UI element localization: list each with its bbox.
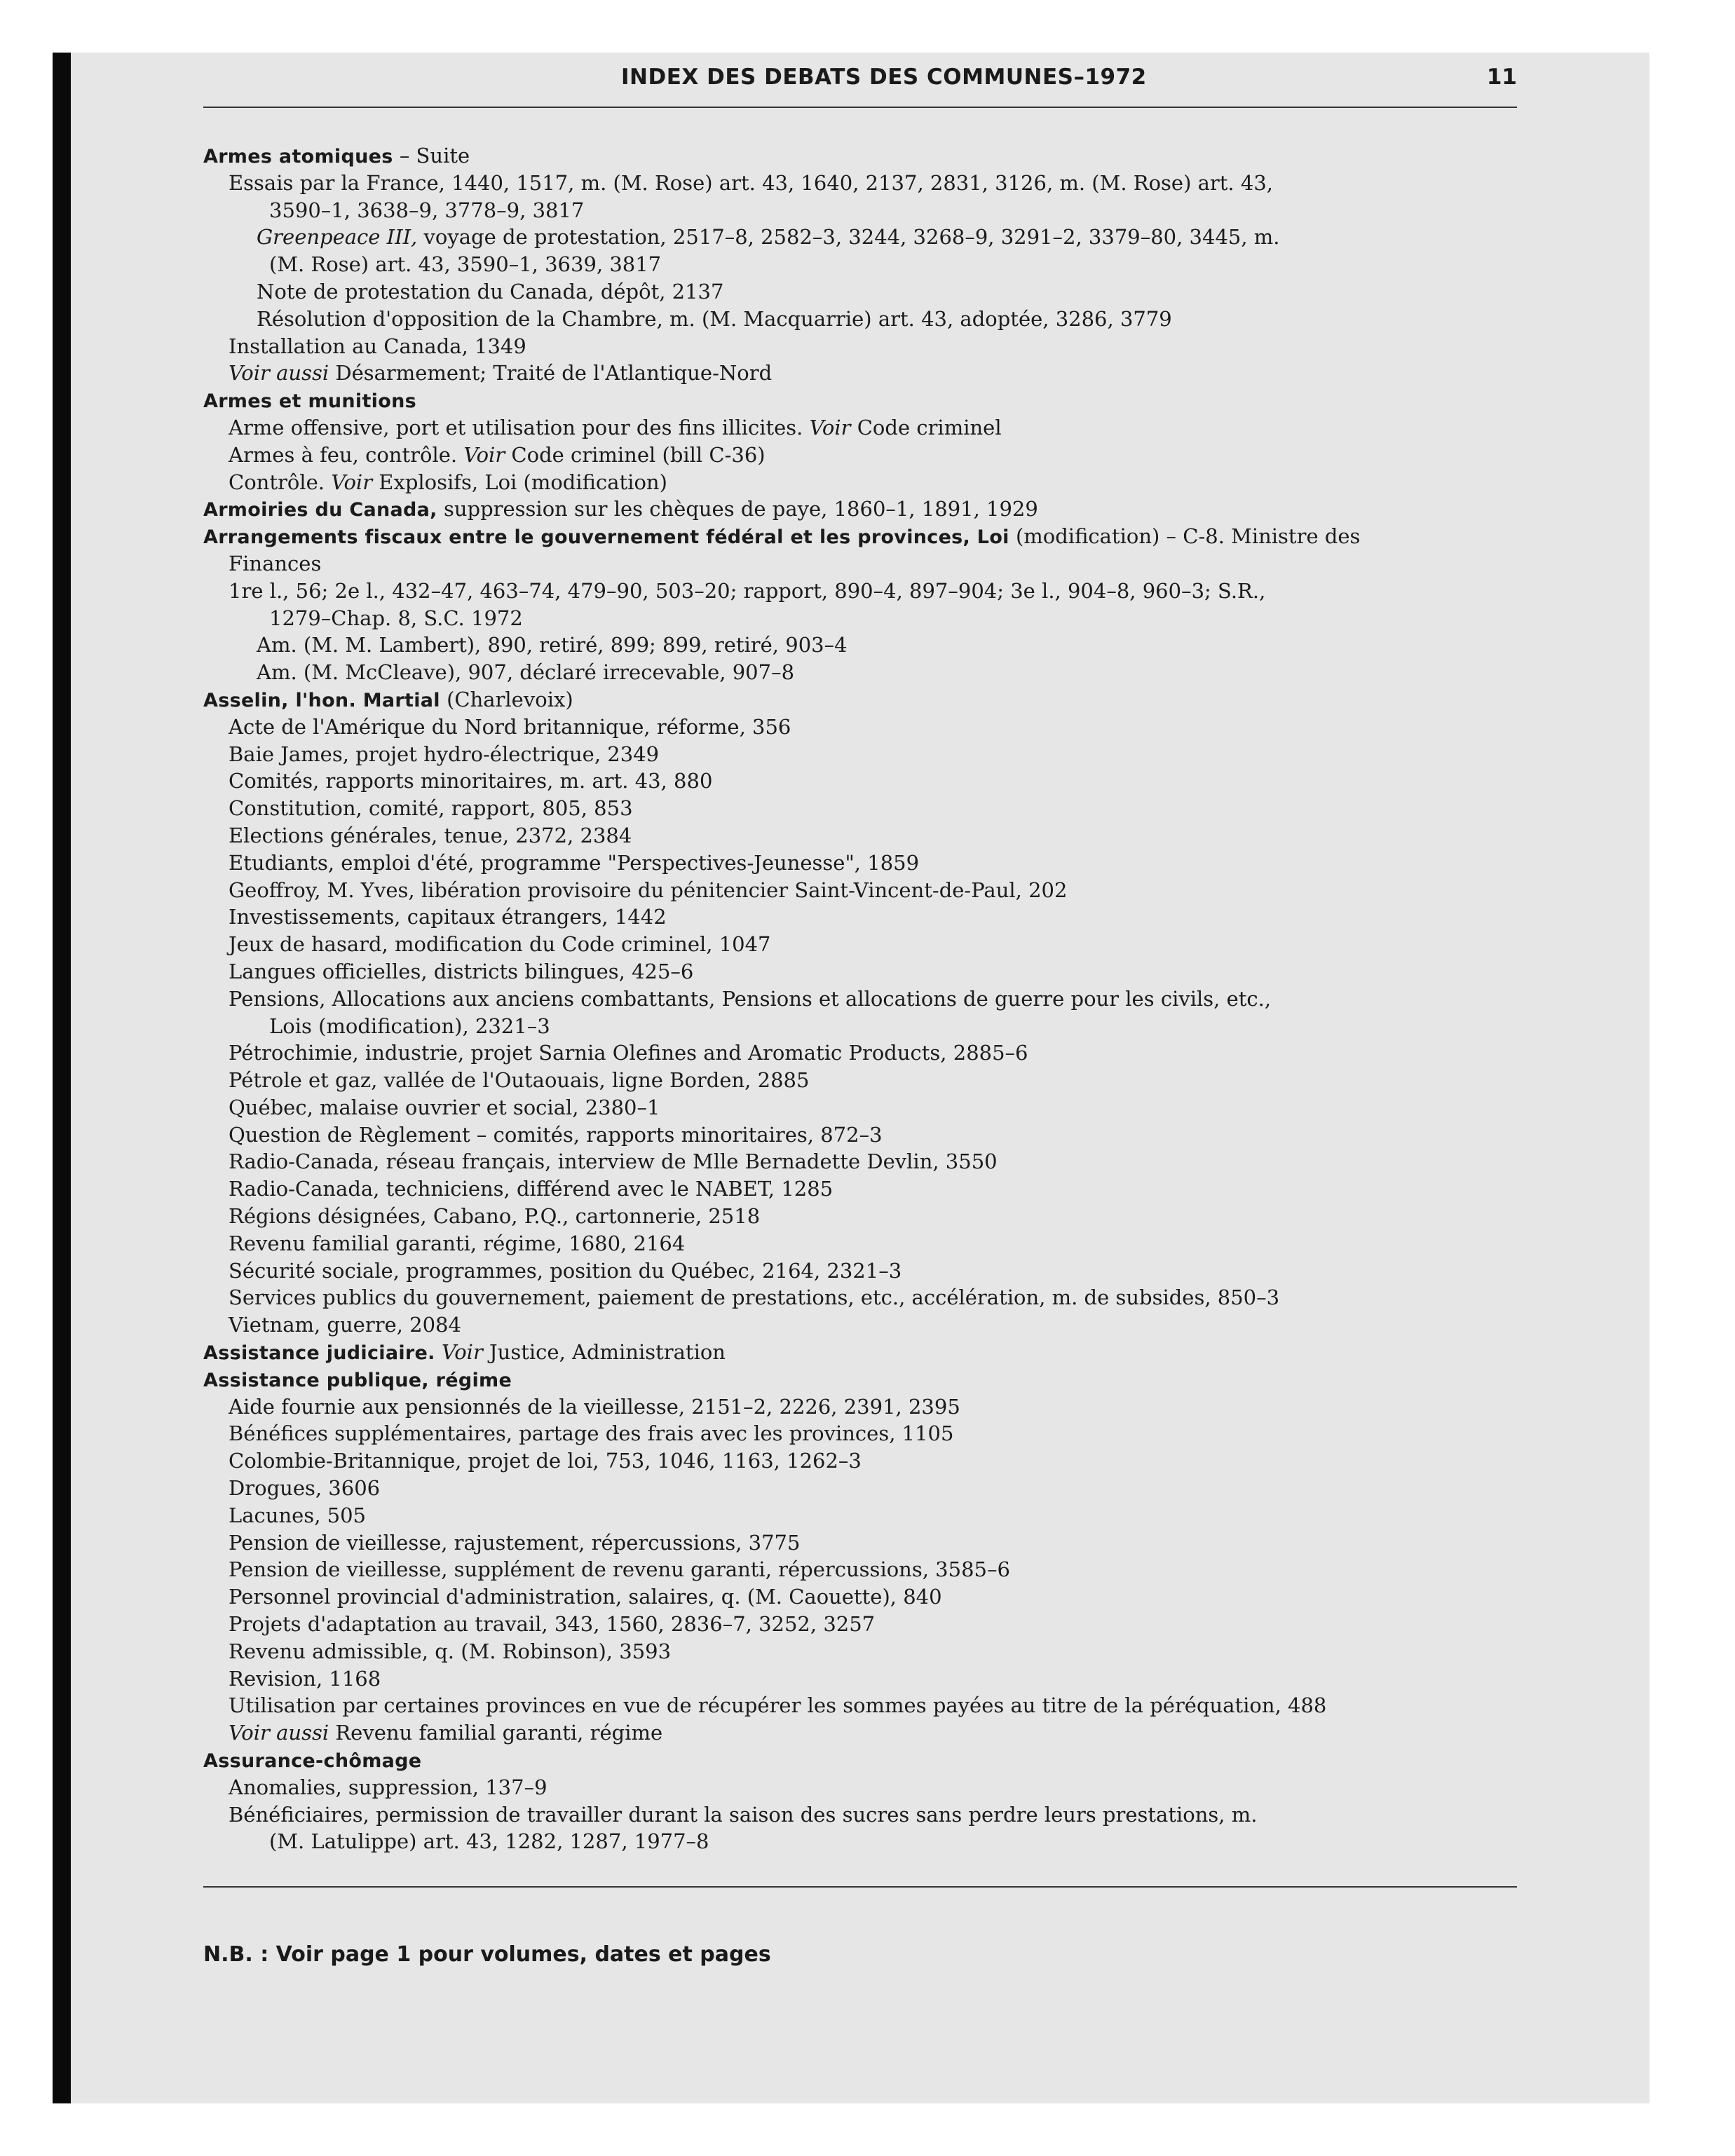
index-subentry: [203, 741, 1528, 768]
entry-text: Lois (modification), 2321–3: [269, 1014, 550, 1038]
index-heading: [203, 1339, 1528, 1366]
index-subentry: [203, 170, 1528, 197]
entry-text: Installation au Canada, 1349: [229, 334, 526, 358]
entry-text: (Charlevoix): [440, 687, 573, 711]
index-subentry: [203, 1230, 1528, 1257]
entry-text: Radio-Canada, techniciens, différend avec le NABET, 1285: [229, 1177, 834, 1201]
entry-head: Armoiries du Canada,: [203, 499, 437, 521]
index-subentry: [203, 278, 1528, 306]
entry-text: Acte de l'Amérique du Nord britannique, réforme, 356: [229, 714, 791, 739]
index-heading: [203, 387, 1528, 414]
entry-head: Arrangements fiscaux entre le gouvernement fédéral et les provinces, Loi: [203, 526, 1009, 549]
entry-head: Assistance judiciaire.: [203, 1342, 435, 1365]
entry-text: Vietnam, guerre, 2084: [229, 1313, 461, 1337]
index-subentry: [203, 1556, 1528, 1583]
index-subentry: [203, 1502, 1528, 1529]
entry-text: Régions désignées, Cabano, P.Q., cartonnerie, 2518: [229, 1204, 761, 1229]
index-subentry: [203, 1257, 1528, 1285]
index-subentry: [203, 1447, 1528, 1475]
index-subentry: [203, 1393, 1528, 1421]
index-subentry: [203, 1611, 1528, 1638]
index-subentry: [203, 469, 1528, 496]
index-subentry: [203, 1638, 1528, 1665]
index-subentry: [203, 850, 1528, 877]
entry-see: Voir: [463, 442, 505, 467]
entry-text: Finances: [229, 551, 322, 575]
index-subentry: [203, 414, 1528, 442]
entry-italic: Greenpeace III,: [257, 225, 418, 250]
entry-text: Comités, rapports minoritaires, m. art. 43, 880: [229, 769, 713, 793]
index-subentry: [203, 1583, 1528, 1611]
entry-head: Armes et munitions: [203, 390, 416, 413]
entry-text: Geoffroy, M. Yves, libération provisoire du pénitencier Saint-Vincent-de-Paul, 202: [229, 878, 1068, 902]
entry-text: voyage de protestation, 2517–8, 2582–3, 3244, 3268–9, 3291–2, 3379–80, 3445, m.: [417, 225, 1280, 250]
entry-see-target: Justice, Administration: [482, 1340, 726, 1365]
entry-head: Asselin, l'hon. Martial: [203, 689, 440, 711]
entry-text: Pension de vieillesse, supplément de revenu garanti, répercussions, 3585–6: [229, 1557, 1010, 1582]
entry-text: 1re l., 56; 2e l., 432–47, 463–74, 479–90, 503–20; rapport, 890–4, 897–904; 3e l., 904–8, 960–3; S.R.,: [229, 578, 1266, 603]
entry-text: Sécurité sociale, programmes, position du Québec, 2164, 2321–3: [229, 1258, 902, 1283]
index-heading: [203, 686, 1528, 714]
entry-text: 3590–1, 3638–9, 3778–9, 3817: [269, 198, 585, 222]
entry-head: Assurance-chômage: [203, 1750, 422, 1773]
index-subentry: [203, 931, 1528, 958]
page-number: 11: [1486, 64, 1517, 90]
entry-text: Question de Règlement – comités, rapports minoritaires, 872–3: [229, 1122, 883, 1147]
index-subentry: [203, 197, 1528, 224]
index-subentry: [203, 1774, 1528, 1801]
entry-text: (M. Latulippe) art. 43, 1282, 1287, 1977–8: [269, 1829, 709, 1854]
entry-text: – Suite: [393, 144, 470, 168]
entry-text: Utilisation par certaines provinces en vue de récupérer les sommes payées au titre de la péréquation, 488: [229, 1693, 1327, 1718]
index-heading: [203, 142, 1528, 170]
entry-text: Constitution, comité, rapport, 805, 853: [229, 796, 633, 821]
entry-text: Elections générales, tenue, 2372, 2384: [229, 823, 632, 847]
index-subentry: [203, 985, 1528, 1013]
index-heading: [203, 496, 1528, 523]
entry-text: Am. (M. M. Lambert), 890, retiré, 899; 899, retiré, 903–4: [257, 633, 848, 657]
entry-text: Revenu familial garanti, régime, 1680, 2164: [229, 1231, 686, 1255]
entry-text: Pensions, Allocations aux anciens combattants, Pensions et allocations de guerre pour les civils, etc.,: [229, 986, 1272, 1011]
index-subentry: [203, 333, 1528, 360]
entry-head: Assistance publique, régime: [203, 1369, 512, 1391]
entry-see-target: Code criminel: [850, 415, 1002, 439]
entry-text: Arme offensive, port et utilisation pour des fins illicites.: [229, 415, 810, 439]
entry-see-target: Explosifs, Loi (modification): [372, 470, 667, 494]
entry-text: Colombie-Britannique, projet de loi, 753, 1046, 1163, 1262–3: [229, 1449, 862, 1473]
entry-text: Aide fournie aux pensionnés de la vieillesse, 2151–2, 2226, 2391, 2395: [229, 1394, 960, 1419]
index-subentry: [203, 1175, 1528, 1203]
entry-text: Contrôle.: [229, 470, 332, 494]
entry-text: Etudiants, emploi d'été, programme "Perspectives-Jeunesse", 1859: [229, 850, 920, 875]
entry-text: [435, 1340, 442, 1364]
entry-text: Revenu familial garanti, régime: [329, 1721, 663, 1745]
index-subentry: [203, 1311, 1528, 1339]
entry-italic: Voir aussi: [229, 361, 329, 386]
entry-see: Voir: [441, 1340, 483, 1365]
index-subentry: [203, 1801, 1528, 1829]
entry-see-target: Code criminel (bill C-36): [505, 442, 766, 467]
index-subentry: [203, 251, 1528, 278]
entry-text: Note de protestation du Canada, dépôt, 2137: [257, 279, 724, 303]
entry-head: Armes atomiques: [203, 146, 393, 168]
index-subentry: [203, 1094, 1528, 1121]
index-heading: [203, 1747, 1528, 1774]
header-title: INDEX DES DEBATS DES COMMUNES–1972: [621, 64, 1147, 90]
index-subentry: [203, 1420, 1528, 1447]
index-subentry: [203, 1039, 1528, 1067]
index-subentry: [203, 1665, 1528, 1693]
index-subentry: [203, 714, 1528, 741]
index-subentry: [203, 442, 1528, 469]
index-subentry: [203, 1692, 1528, 1719]
entry-text: Bénéficiaires, permission de travailler durant la saison des sucres sans perdre leurs prestations, m.: [229, 1802, 1258, 1827]
index-subentry: [203, 1013, 1528, 1040]
entry-see: Voir: [809, 415, 851, 439]
entry-text: Pension de vieillesse, rajustement, répercussions, 3775: [229, 1530, 801, 1555]
entry-text: Drogues, 3606: [229, 1476, 381, 1501]
entry-text: Anomalies, suppression, 137–9: [229, 1775, 547, 1799]
entry-text: Résolution d'opposition de la Chambre, m. (M. Macquarrie) art. 43, adoptée, 3286, 3779: [257, 306, 1172, 331]
entry-text: Pétrole et gaz, vallée de l'Outaouais, ligne Borden, 2885: [229, 1068, 810, 1093]
entry-text: Personnel provincial d'administration, salaires, q. (M. Caouette), 840: [229, 1585, 942, 1609]
index-subentry: [203, 605, 1528, 632]
entry-text: Projets d'adaptation au travail, 343, 1560, 2836–7, 3252, 3257: [229, 1612, 876, 1637]
entry-text: Am. (M. McCleave), 907, déclaré irrecevable, 907–8: [257, 660, 795, 685]
index-subentry: [203, 795, 1528, 822]
entry-text: Revision, 1168: [229, 1666, 381, 1691]
index-entries: [203, 142, 1528, 1855]
index-subentry: [203, 1121, 1528, 1149]
index-subentry: [203, 1719, 1528, 1747]
index-subentry: [203, 578, 1528, 605]
entry-text: Radio-Canada, réseau français, interview de Mlle Bernadette Devlin, 3550: [229, 1149, 998, 1174]
index-subentry: [203, 1148, 1528, 1175]
header-rule: [203, 107, 1517, 108]
entry-text: Jeux de hasard, modification du Code criminel, 1047: [229, 932, 771, 957]
entry-text: Lacunes, 505: [229, 1503, 366, 1527]
entry-text: Investissements, capitaux étrangers, 1442: [229, 905, 667, 929]
entry-text: Québec, malaise ouvrier et social, 2380–1: [229, 1095, 660, 1119]
footer-note: N.B. : Voir page 1 pour volumes, dates et pages: [203, 1942, 771, 1967]
index-heading: [203, 523, 1528, 550]
footer-rule: [203, 1886, 1517, 1888]
index-subentry: [203, 903, 1528, 931]
entry-text: Langues officielles, districts bilingues, 425–6: [229, 959, 694, 983]
index-subentry: [203, 360, 1528, 387]
index-subentry: [203, 822, 1528, 850]
entry-text: Pétrochimie, industrie, projet Sarnia Olefines and Aromatic Products, 2885–6: [229, 1041, 1028, 1065]
binding-edge: [53, 53, 71, 2103]
entry-text: Bénéfices supplémentaires, partage des frais avec les provinces, 1105: [229, 1421, 954, 1446]
entry-text: Services publics du gouvernement, paiement de prestations, etc., accélération, m. de subsides, 850–3: [229, 1285, 1280, 1310]
entry-text: (M. Rose) art. 43, 3590–1, 3639, 3817: [269, 252, 662, 277]
entry-italic: Voir aussi: [229, 1721, 329, 1745]
index-subentry: [203, 1284, 1528, 1311]
index-subentry: [203, 659, 1528, 686]
entry-text: suppression sur les chèques de paye, 1860–1, 1891, 1929: [437, 497, 1038, 521]
index-subentry: [203, 1828, 1528, 1855]
entry-text: Armes à feu, contrôle.: [229, 442, 464, 467]
index-subentry: [203, 877, 1528, 904]
index-heading: [203, 1366, 1528, 1393]
index-subentry: [203, 1067, 1528, 1094]
index-subentry: [203, 632, 1528, 659]
entry-text: Essais par la France, 1440, 1517, m. (M. Rose) art. 43, 1640, 2137, 2831, 3126, m. (M. Rose) art. 43,: [229, 170, 1273, 195]
entry-text: Baie James, projet hydro-électrique, 2349: [229, 742, 660, 766]
entry-text: 1279–Chap. 8, S.C. 1972: [269, 606, 523, 630]
entry-see: Voir: [331, 470, 373, 494]
entry-text: (modification) – C-8. Ministre des: [1009, 524, 1361, 549]
index-subentry: [203, 224, 1528, 251]
entry-text: Désarmement; Traité de l'Atlantique-Nord: [329, 361, 773, 386]
page-header: [203, 64, 1517, 101]
index-subentry: [203, 1475, 1528, 1502]
entry-text: Revenu admissible, q. (M. Robinson), 3593: [229, 1639, 672, 1663]
index-subentry: [203, 306, 1528, 333]
index-subentry: [203, 1203, 1528, 1230]
index-subentry: [203, 550, 1528, 578]
index-subentry: [203, 1529, 1528, 1557]
index-subentry: [203, 767, 1528, 795]
index-subentry: [203, 958, 1528, 985]
